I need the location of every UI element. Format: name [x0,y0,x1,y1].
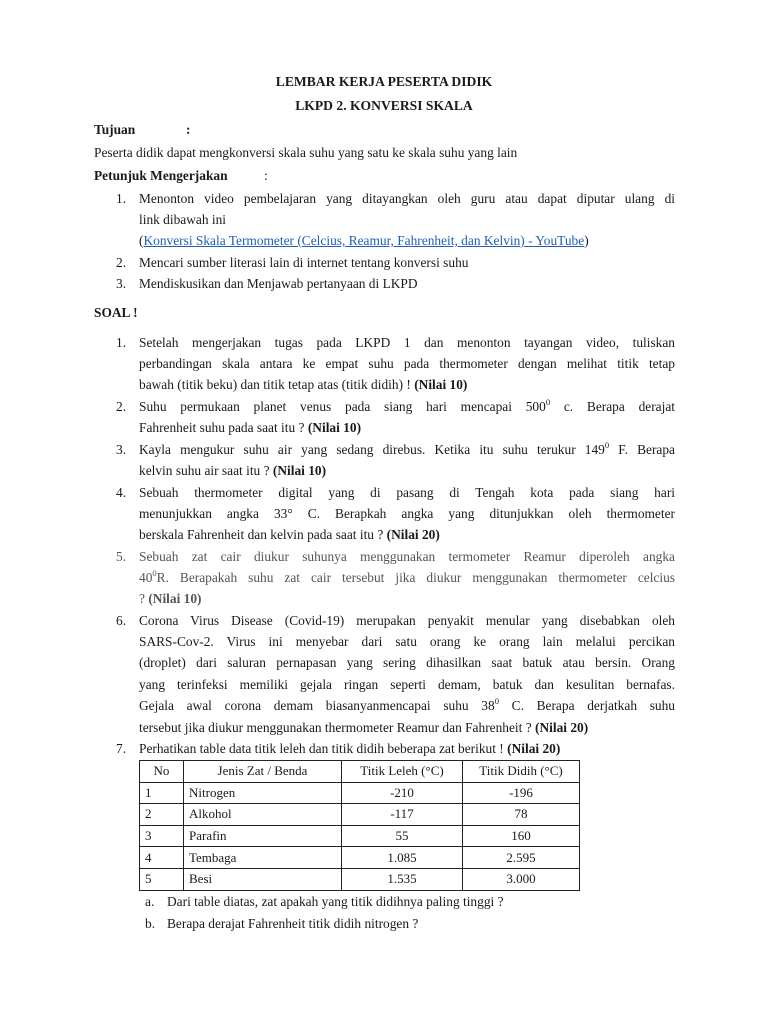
q2-num: 2. [116,399,127,414]
q5-line2 [139,567,675,586]
q1-line1: Setelah mengerjakan tugas pada LKPD 1 dan menonton tayangan video, tuliskan [139,335,675,350]
q5-score: (Nilai 10) [148,591,202,606]
youtube-link[interactable]: Konversi Skala Termometer (Celcius, Reamur, Fahrenheit, dan Kelvin) - YouTube [143,233,585,248]
q5-text2b: R. Berapakah suhu zat cair tersebut jika diukur menggunakan thermometer celcius [156,570,675,585]
q1-num: 1. [116,335,127,350]
q5-line1: Sebuah zat cair diukur suhunya menggunakan termometer Reamur diperoleh angka [139,549,675,564]
paren-close: ) [584,233,589,248]
q2-degree: 0 [545,396,551,407]
q4-line3 [139,527,440,543]
table-cell: 2.595 [463,847,580,869]
q3-degree: 0 [604,439,610,450]
petunjuk-item-1-line2: link dibawah ini [139,212,227,227]
petunjuk-item-2: Mencari sumber literasi lain di internet tentang konversi suhu [139,255,469,270]
q2-line2 [139,420,361,436]
q3-score: (Nilai 10) [272,463,327,478]
q6-text6: tersebut jika diukur menggunakan thermometer Reamur dan Fahrenheit ? [139,720,532,735]
table-cell: Tembaga [184,847,342,869]
q6-line5 [139,695,675,714]
subq-b-letter: b. [145,916,156,931]
subq-a-text: Dari table diatas, zat apakah yang titik didihnya paling tinggi ? [167,894,504,909]
tujuan-label: Tujuan [94,122,136,137]
table-header-cell: Titik Didih (°C) [463,761,580,783]
q1-text3: bawah (titik beku) dan titik tetap atas (titik didih) ! [139,377,411,392]
table-header-cell: Jenis Zat / Benda [184,761,342,783]
table-header-row [140,761,580,783]
petunjuk-link-line [139,233,589,249]
petunjuk-num-1: 1. [116,191,127,206]
q3-line2 [139,463,326,479]
tujuan-text: Peserta didik dapat mengkonversi skala suhu yang satu ke skala suhu yang lain [94,145,518,160]
table-row [140,868,580,890]
q2-score: (Nilai 10) [307,420,362,435]
q6-degree: 0 [494,695,499,706]
substance-table [139,760,580,891]
q3-num: 3. [116,442,127,457]
table-header-cell: No [140,761,184,783]
q4-score: (Nilai 20) [386,527,440,542]
q5-degree: 0 [152,567,157,578]
q6-line2: SARS-Cov-2. Virus ini menyebar dari satu orang ke orang lain melalui percikan [139,634,675,649]
subq-b-text: Berapa derajat Fahrenheit titik didih nitrogen ? [167,916,419,931]
table-cell: 78 [463,804,580,826]
table-cell: -196 [463,782,580,804]
q5-num: 5. [116,549,127,564]
q1-line3 [139,377,467,393]
table-cell: -210 [342,782,463,804]
q6-num: 6. [116,613,127,628]
q7-text1: Perhatikan table data titik leleh dan titik didih beberapa zat berikut ! [139,741,504,756]
q6-line3: (droplet) dari saluran pernapasan yang sering dihasilkan saat batuk atau bersin. Orang [139,655,675,670]
table-cell: 3.000 [463,868,580,890]
table-cell: -117 [342,804,463,826]
petunjuk-label: Petunjuk Mengerjakan [94,168,228,183]
document-subtitle: LKPD 2. KONVERSI SKALA [295,98,473,113]
q5-line3 [139,591,202,607]
petunjuk-num-2: 2. [116,255,127,270]
q6-text5b: C. Berapa derjatkah suhu [498,698,675,713]
q1-score: (Nilai 10) [414,377,468,392]
table-cell: 160 [463,825,580,847]
q2-text2: Fahrenheit suhu pada saat itu ? [139,420,305,435]
q2-line1 [139,396,675,415]
q6-line4: yang terinfeksi memiliki gejala ringan seperti demam, batuk dan kesulitan bernafas. [139,677,675,692]
q3-line1 [139,439,676,458]
q4-text3: berskala Fahrenheit dan kelvin pada saat itu ? [139,527,384,542]
q3-text2: kelvin suhu air saat itu ? [139,463,270,478]
subq-a-letter: a. [145,894,155,909]
q3-text1a: Kayla mengukur suhu air yang sedang direbus. Ketika itu suhu terukur 149 [139,442,605,457]
q6-score: (Nilai 20) [535,720,589,735]
table-cell: 1.085 [342,847,463,869]
petunjuk-item-3: Mendiskusikan dan Menjawab pertanyaan di LKPD [139,276,418,291]
tujuan-colon: : [186,122,191,137]
petunjuk-item-1-line1: Menonton video pembelajaran yang ditayangkan oleh guru atau dapat diputar ulang di [139,191,675,206]
table-cell: Alkohol [184,804,342,826]
table-cell: 1 [140,782,184,804]
q2-text1b: c. Berapa derajat [550,399,675,414]
table-row [140,804,580,826]
document-title: LEMBAR KERJA PESERTA DIDIK [275,74,493,89]
q4-num: 4. [116,485,127,500]
q7-score: (Nilai 20) [507,741,561,756]
q7-line1 [139,741,560,757]
table-cell: 55 [342,825,463,847]
petunjuk-num-3: 3. [116,276,127,291]
table-cell: 5 [140,868,184,890]
table-cell: 4 [140,847,184,869]
q6-text5a: Gejala awal corona demam biasanyanmencapai suhu 38 [139,698,495,713]
q3-text1b: F. Berapa [609,442,676,457]
q1-line2: perbandingan skala antara ke empat suhu pada thermometer dengan melihat titik tetap [139,356,675,371]
soal-label: SOAL ! [94,305,138,320]
table-header-cell: Titik Leleh (°C) [342,761,463,783]
q5-text2a: 40 [139,570,153,585]
table-cell: Besi [184,868,342,890]
table-cell: Nitrogen [184,782,342,804]
table-row [140,782,580,804]
q4-line1: Sebuah thermometer digital yang di pasang di Tengah kota pada siang hari [139,485,675,500]
paren-open: ( [139,233,144,248]
q7-num: 7. [116,741,127,756]
q6-line6 [139,720,588,736]
table-cell: 1.535 [342,868,463,890]
q6-line1: Corona Virus Disease (Covid-19) merupakan penyakit menular yang disebabkan oleh [139,613,675,628]
table-cell: 3 [140,825,184,847]
q5-text3: ? [139,591,145,606]
q4-line2: menunjukkan angka 33° C. Berapkah angka yang ditunjukkan oleh thermometer [139,506,675,521]
table-cell: 2 [140,804,184,826]
petunjuk-colon: : [264,168,268,183]
table-row [140,825,580,847]
table-row [140,847,580,869]
q2-text1a: Suhu permukaan planet venus pada siang hari mencapai 500 [139,399,546,414]
table-cell: Parafin [184,825,342,847]
